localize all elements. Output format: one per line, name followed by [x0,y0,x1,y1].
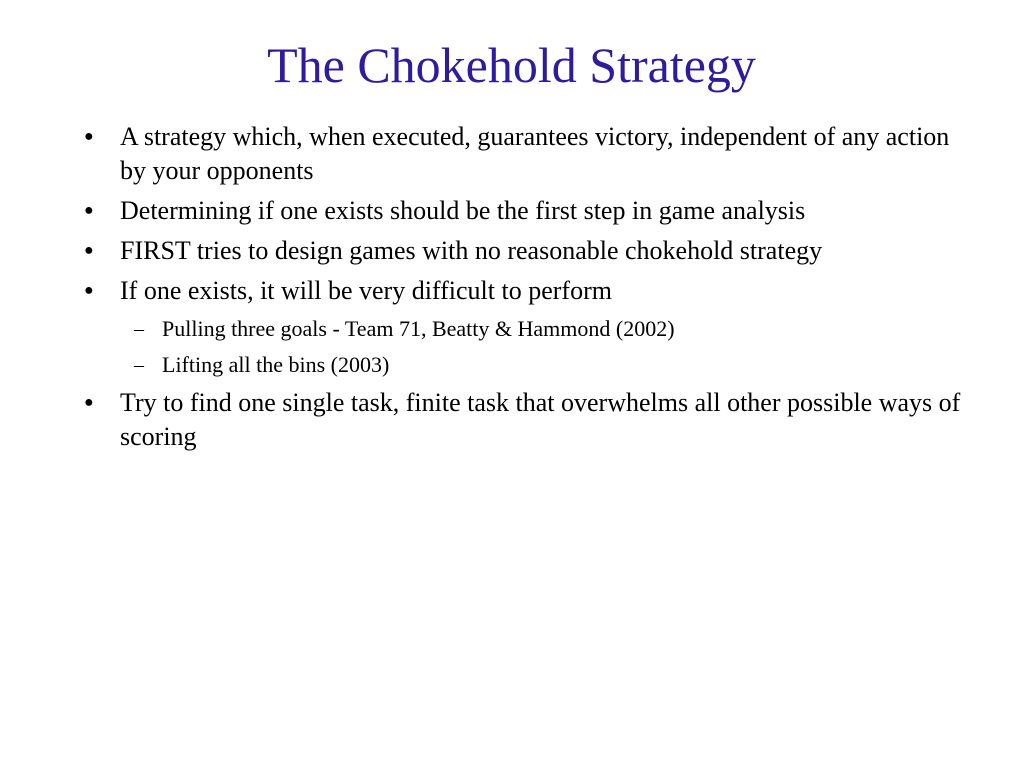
sub-bullet-text: Pulling three goals - Team 71, Beatty & Hammond (2002) [162,316,675,341]
bullet-dot-icon: ● [84,282,94,299]
sub-bullet-text: Lifting all the bins (2003) [162,352,390,377]
bullet-list [84,120,964,460]
bullet-text: FIRST tries to design games with no reasonable chokehold strategy [120,236,823,265]
bullet-text: Determining if one exists should be the first step in game analysis [120,196,806,225]
bullet-dot-icon: ● [84,242,94,259]
sub-bullet-item [128,314,964,344]
slide-title: The Chokehold Strategy [267,37,756,93]
bullet-text: Try to find one single task, finite task that overwhelms all other possible ways of scoring [120,388,961,451]
sub-bullet-list [84,314,964,380]
bullet-item [84,194,964,228]
bullet-text: A strategy which, when executed, guarantees victory, independent of any action by your opponents [120,122,950,185]
bullet-text: If one exists, it will be very difficult to perform [120,276,612,305]
sub-bullet-item [128,350,964,380]
dash-icon: – [134,318,144,340]
bullet-item [84,234,964,268]
bullet-dot-icon: ● [84,394,94,411]
bullet-item [84,386,964,454]
bullet-dot-icon: ● [84,202,94,219]
dash-icon: – [134,354,144,376]
bullet-item [84,274,964,308]
bullet-item [84,120,964,188]
bullet-dot-icon: ● [84,128,94,145]
